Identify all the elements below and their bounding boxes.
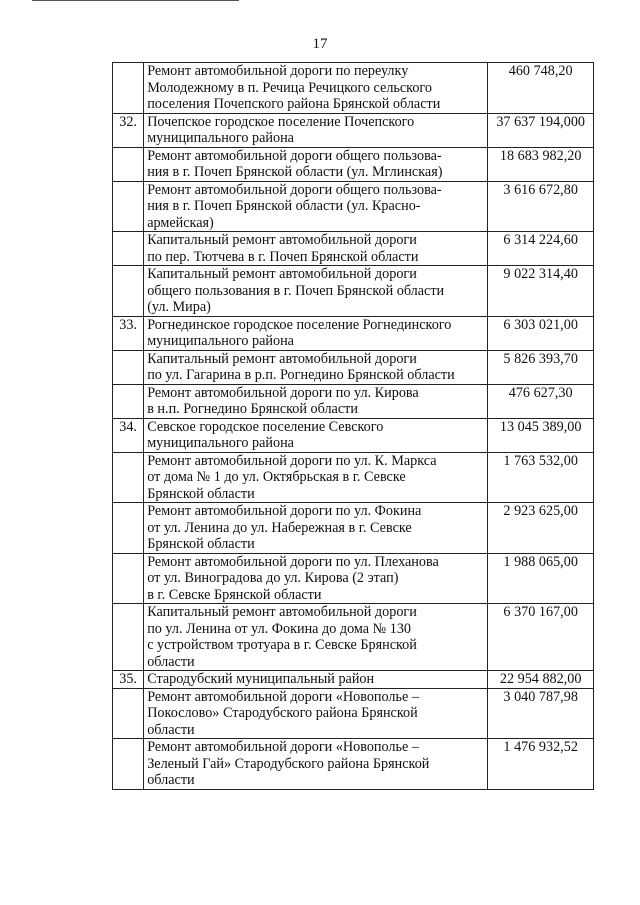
description-line: общего пользования в г. Почеп Брянской области bbox=[147, 282, 445, 299]
row-number-cell: 32. bbox=[113, 113, 144, 147]
description-line: ния в г. Почеп Брянской области (ул. Мглинская) bbox=[147, 164, 443, 180]
row-description-cell bbox=[144, 350, 488, 384]
row-number-cell bbox=[113, 181, 144, 232]
description-line: муниципального района bbox=[147, 435, 294, 451]
row-amount-cell: 3 616 672,80 bbox=[488, 181, 594, 232]
description-line: Ремонт автомобильной дороги «Новополье – bbox=[147, 688, 419, 705]
description-line: Ремонт автомобильной дороги по ул. Кирова bbox=[147, 384, 419, 401]
row-amount-cell: 476 627,30 bbox=[488, 384, 594, 418]
row-amount-cell: 1 476 932,52 bbox=[488, 739, 594, 790]
row-number-cell bbox=[113, 147, 144, 181]
row-description-cell bbox=[144, 418, 488, 452]
row-number-cell bbox=[113, 384, 144, 418]
description-line: области bbox=[147, 772, 195, 788]
row-description-cell bbox=[144, 604, 488, 671]
row-number-cell: 34. bbox=[113, 418, 144, 452]
description-line: Капитальный ремонт автомобильной дороги bbox=[147, 232, 417, 248]
description-line: области bbox=[147, 721, 195, 738]
row-description-cell bbox=[144, 452, 488, 503]
table-row bbox=[113, 553, 594, 604]
description-line: от дома № 1 до ул. Октябрьская в г. Севске bbox=[147, 469, 406, 485]
row-number-cell bbox=[113, 553, 144, 604]
row-number-cell: 35. bbox=[113, 671, 144, 689]
description-line: Капитальный ремонт автомобильной дороги bbox=[147, 350, 417, 367]
row-description-cell bbox=[144, 688, 488, 739]
row-number-cell bbox=[113, 688, 144, 739]
row-number-cell bbox=[113, 350, 144, 384]
row-amount-cell: 22 954 882,00 bbox=[488, 671, 594, 689]
table-row bbox=[113, 63, 594, 114]
page-number: 17 bbox=[312, 36, 328, 52]
description-line: Капитальный ремонт автомобильной дороги bbox=[147, 604, 417, 620]
description-line: в н.п. Рогнедино Брянской области bbox=[147, 401, 358, 417]
row-amount-cell: 1 988 065,00 bbox=[488, 553, 594, 604]
description-line: Ремонт автомобильной дороги по ул. Плеханова bbox=[147, 553, 439, 570]
table-row bbox=[113, 316, 594, 350]
row-amount-cell: 18 683 982,20 bbox=[488, 147, 594, 181]
row-amount-cell: 2 923 625,00 bbox=[488, 503, 594, 554]
description-line: Брянской области bbox=[147, 485, 255, 502]
description-line: Ремонт автомобильной дороги по переулку bbox=[147, 63, 409, 79]
table-body bbox=[113, 63, 594, 790]
row-number-cell bbox=[113, 63, 144, 114]
row-number-cell bbox=[113, 452, 144, 503]
description-line: Ремонт автомобильной дороги общего пользова- bbox=[147, 147, 442, 164]
row-number-cell bbox=[113, 739, 144, 790]
row-description-cell bbox=[144, 739, 488, 790]
table-row bbox=[113, 266, 594, 317]
row-amount-cell: 6 314 224,60 bbox=[488, 232, 594, 266]
description-line: Рогнединское городское поселение Рогнединского bbox=[147, 316, 452, 333]
table-row bbox=[113, 418, 594, 452]
row-amount-cell: 1 763 532,00 bbox=[488, 452, 594, 503]
description-line: Почепское городское поселение Почепского bbox=[147, 113, 415, 130]
description-line: в г. Севске Брянской области bbox=[147, 586, 322, 603]
description-line: армейская) bbox=[147, 214, 214, 231]
table-row bbox=[113, 452, 594, 503]
description-line: муниципального района bbox=[147, 130, 294, 146]
description-line: Брянской области bbox=[147, 536, 255, 552]
description-line: Покослово» Стародубского района Брянской bbox=[147, 705, 418, 721]
top-border-line bbox=[32, 0, 239, 1]
table-row bbox=[113, 384, 594, 418]
description-line: по пер. Тютчева в г. Почеп Брянской области bbox=[147, 248, 419, 265]
description-line: Ремонт автомобильной дороги «Новополье – bbox=[147, 739, 419, 755]
description-line: области bbox=[147, 653, 195, 670]
table-row bbox=[113, 604, 594, 671]
row-number-cell bbox=[113, 604, 144, 671]
table-row bbox=[113, 671, 594, 689]
table-row bbox=[113, 688, 594, 739]
row-number-cell: 33. bbox=[113, 316, 144, 350]
row-description-cell bbox=[144, 553, 488, 604]
table-row bbox=[113, 147, 594, 181]
description-line: Севское городское поселение Севского bbox=[147, 418, 384, 435]
road-repair-funding-table bbox=[112, 62, 594, 790]
table-row bbox=[113, 181, 594, 232]
description-line: Ремонт автомобильной дороги по ул. К. Маркса bbox=[147, 452, 437, 469]
row-amount-cell: 13 045 389,00 bbox=[488, 418, 594, 452]
row-number-cell bbox=[113, 232, 144, 266]
description-line: ния в г. Почеп Брянской области (ул. Красно- bbox=[147, 198, 421, 214]
description-line: Ремонт автомобильной дороги по ул. Фокина bbox=[147, 503, 422, 519]
row-amount-cell: 460 748,20 bbox=[488, 63, 594, 114]
row-amount-cell: 6 370 167,00 bbox=[488, 604, 594, 671]
row-amount-cell: 3 040 787,98 bbox=[488, 688, 594, 739]
description-line: по ул. Гагарина в р.п. Рогнедино Брянской области bbox=[147, 367, 455, 383]
description-line: по ул. Ленина от ул. Фокина до дома № 130 bbox=[147, 620, 412, 637]
description-line: Зеленый Гай» Стародубского района Брянской bbox=[147, 755, 430, 772]
row-description-cell bbox=[144, 266, 488, 317]
row-number-cell bbox=[113, 266, 144, 317]
row-description-cell bbox=[144, 503, 488, 554]
description-line: Молодежному в п. Речица Речицкого сельского bbox=[147, 79, 432, 96]
description-line: от ул. Ленина до ул. Набережная в г. Севске bbox=[147, 519, 412, 536]
description-line: Ремонт автомобильной дороги общего пользова- bbox=[147, 181, 442, 198]
row-description-cell bbox=[144, 113, 488, 147]
row-description-cell bbox=[144, 181, 488, 232]
row-amount-cell: 6 303 021,00 bbox=[488, 316, 594, 350]
row-amount-cell: 9 022 314,40 bbox=[488, 266, 594, 317]
row-number-cell bbox=[113, 503, 144, 554]
row-description-cell bbox=[144, 147, 488, 181]
row-description-cell bbox=[144, 384, 488, 418]
row-amount-cell: 37 637 194,000 bbox=[488, 113, 594, 147]
table-row bbox=[113, 113, 594, 147]
description-line: муниципального района bbox=[147, 333, 294, 349]
description-line: Капитальный ремонт автомобильной дороги bbox=[147, 266, 417, 282]
description-line: с устройством тротуара в г. Севске Брянской bbox=[147, 637, 417, 653]
table-row bbox=[113, 350, 594, 384]
table-row bbox=[113, 232, 594, 266]
description-line: от ул. Виноградова до ул. Кирова (2 этап) bbox=[147, 570, 399, 586]
row-description-cell bbox=[144, 232, 488, 266]
row-description-cell bbox=[144, 671, 488, 689]
table-row bbox=[113, 503, 594, 554]
description-line: поселения Почепского района Брянской области bbox=[147, 96, 441, 112]
row-amount-cell: 5 826 393,70 bbox=[488, 350, 594, 384]
description-line: (ул. Мира) bbox=[147, 299, 211, 315]
table-row bbox=[113, 739, 594, 790]
description-line: Стародубский муниципальный район bbox=[147, 671, 375, 687]
row-description-cell bbox=[144, 63, 488, 114]
row-description-cell bbox=[144, 316, 488, 350]
